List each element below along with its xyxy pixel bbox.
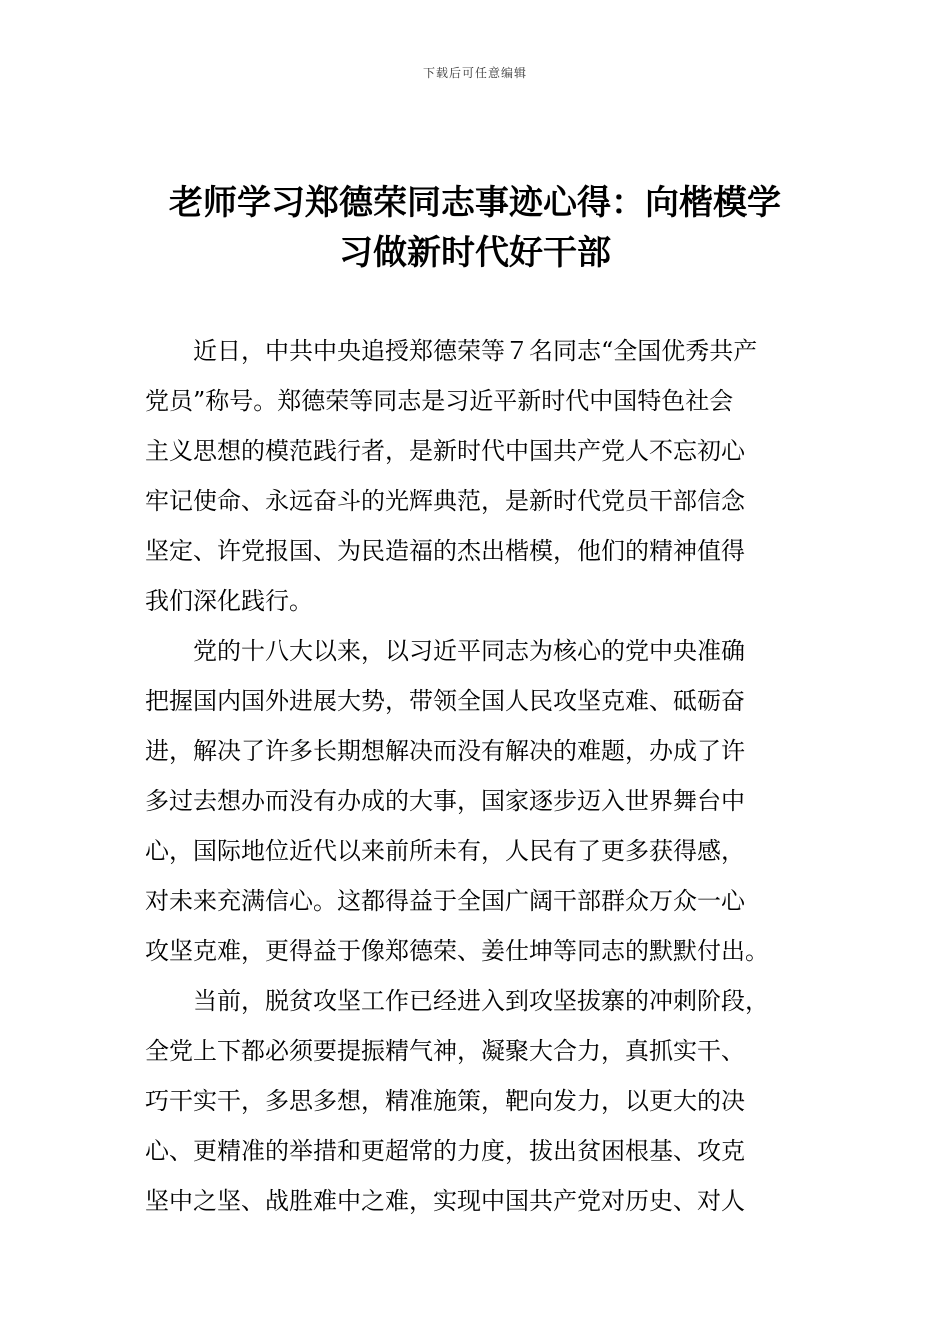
paragraph-line: 近日，中共中央追授郑德荣等７名同志“全国优秀共产 (193, 337, 758, 365)
paragraph-line: 巧干实干，多思多想，精准施策，靶向发力，以更大的决 (145, 1087, 745, 1115)
document-title (120, 178, 830, 278)
document-body (145, 326, 813, 1226)
paragraph-line: 多过去想办而没有办成的大事，国家逐步迈入世界舞台中 (145, 787, 745, 815)
paragraph-line: 心，国际地位近代以来前所未有，人民有了更多获得感， (145, 837, 745, 865)
header-note: 下载后可任意编辑 (422, 66, 527, 80)
paragraph-line: 进，解决了许多长期想解决而没有解决的难题，办成了许 (145, 737, 745, 765)
paragraph-line: 我们深化践行。 (145, 587, 313, 615)
paragraph-line: 坚中之坚、战胜难中之难，实现中国共产党对历史、对人 (145, 1187, 745, 1215)
paragraph-line: 党的十八大以来，以习近平同志为核心的党中央准确 (193, 637, 745, 665)
paragraph-2 (145, 626, 813, 976)
paragraph-line: 主义思想的模范践行者，是新时代中国共产党人不忘初心 (145, 437, 745, 465)
paragraph-line: 坚定、许党报国、为民造福的杰出楷模，他们的精神值得 (145, 537, 745, 565)
paragraph-line: 牢记使命、永远奋斗的光辉典范，是新时代党员干部信念 (145, 487, 745, 515)
paragraph-line: 党员”称号。郑德荣等同志是习近平新时代中国特色社会 (145, 387, 734, 415)
paragraph-line: 对未来充满信心。这都得益于全国广阔干部群众万众一心 (145, 887, 745, 915)
paragraph-line: 全党上下都必须要提振精气神，凝聚大合力，真抓实干、 (145, 1037, 745, 1065)
title-line-1: 老师学习郑德荣同志事迹心得：向楷模学 (169, 183, 781, 223)
paragraph-line: 当前，脱贫攻坚工作已经进入到攻坚拔寨的冲刺阶段， (193, 987, 769, 1015)
paragraph-1 (145, 326, 813, 626)
paragraph-3 (145, 976, 813, 1226)
title-line-2: 习做新时代好干部 (339, 233, 611, 273)
paragraph-line: 心、更精准的举措和更超常的力度，拔出贫困根基、攻克 (145, 1137, 745, 1165)
paragraph-line: 把握国内国外进展大势，带领全国人民攻坚克难、砥砺奋 (145, 687, 745, 715)
paragraph-line: 攻坚克难，更得益于像郑德荣、姜仕坤等同志的默默付出。 (145, 937, 769, 965)
